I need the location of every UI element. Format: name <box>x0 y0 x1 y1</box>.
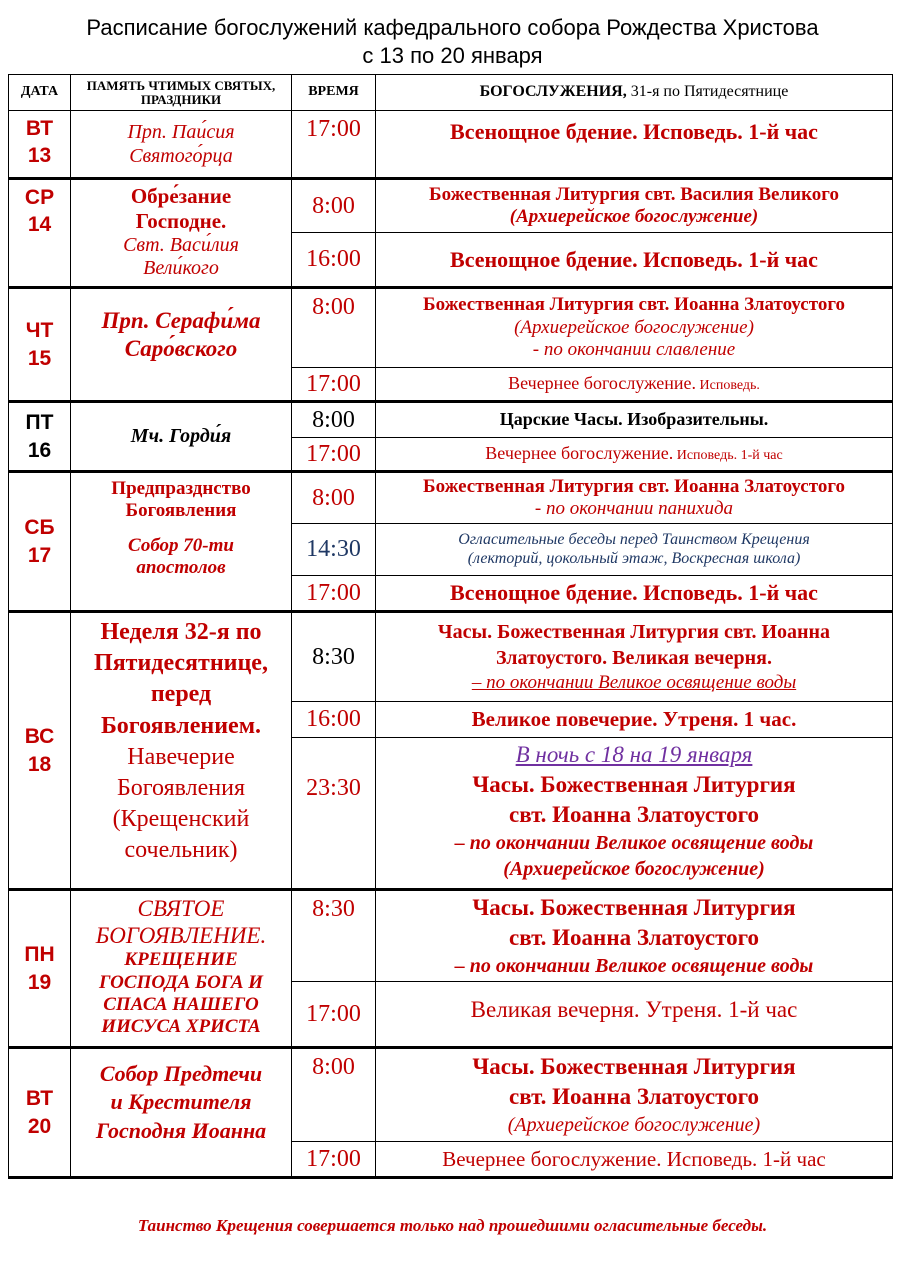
saints-line: Мч. Горди́я <box>130 424 232 447</box>
saints-line: ГОСПОДА БОГА И <box>98 971 264 993</box>
service-cell <box>376 524 893 576</box>
day-number: 17 <box>27 543 52 567</box>
time-cell: 8:30 <box>292 890 376 982</box>
saints-line: апостолов <box>136 556 226 578</box>
header-time: ВРЕМЯ <box>292 75 376 111</box>
table-row <box>9 402 893 438</box>
time-cell: 17:00 <box>292 438 376 472</box>
day-block-13 <box>9 111 893 179</box>
service-line: Часы. Божественная Литургия <box>472 771 796 797</box>
service-line: Огласительные беседы перед Таинством Крещения <box>458 530 810 548</box>
time-cell: 23:30 <box>292 738 376 890</box>
saints-line: Пятидесятнице, <box>94 650 268 677</box>
day-number: 14 <box>27 213 52 237</box>
time-cell: 8:30 <box>292 612 376 702</box>
schedule-table <box>8 74 893 1179</box>
service-line: Царские Часы. Изобразительны. <box>499 409 769 430</box>
saints-line: перед <box>150 681 212 708</box>
service-line: Часы. Божественная Литургия свт. Иоанна <box>437 620 831 643</box>
date-cell <box>9 1048 71 1178</box>
saints-cell <box>71 472 292 612</box>
service-line: Всенощное бдение. Исповедь. 1-й час <box>450 246 818 272</box>
time-cell: 17:00 <box>292 111 376 179</box>
saints-line: сочельник) <box>124 837 238 864</box>
time-cell: 8:00 <box>292 402 376 438</box>
service-line: Вечернее богослужение. <box>508 373 697 394</box>
day-block-16 <box>9 402 893 472</box>
day-number: 18 <box>27 752 52 776</box>
saints-line: (Крещенский <box>112 806 250 833</box>
table-row <box>9 1048 893 1142</box>
header-services-sub: 31-я по Пятидесятнице <box>626 83 789 101</box>
saints-line: ИИСУСА ХРИСТА <box>101 1016 261 1038</box>
saints-cell <box>71 288 292 402</box>
service-line: Часы. Божественная Литургия <box>472 895 796 921</box>
service-line: Вечернее богослужение. Исповедь. 1-й час <box>442 1146 826 1171</box>
service-line: (лекторий, цокольный этаж, Воскресная школа) <box>467 549 801 567</box>
service-cell <box>376 438 893 472</box>
day-of-week: ПН <box>24 943 55 967</box>
saints-line: Обре́зание <box>130 184 232 208</box>
time-cell: 14:30 <box>292 524 376 576</box>
service-line: Божественная Литургия свт. Иоанна Златоустого <box>423 475 845 497</box>
saints-line: Предпразднство <box>111 477 251 499</box>
service-line: Всенощное бдение. Исповедь. 1-й час <box>450 580 818 606</box>
saints-line: Собор Предтечи <box>99 1060 263 1086</box>
day-of-week: ЧТ <box>25 319 54 343</box>
service-line: - по окончании славление <box>532 339 736 361</box>
service-line: Божественная Литургия свт. Иоанна Златоустого <box>423 294 845 316</box>
date-cell <box>9 472 71 612</box>
saints-line: Богоявления <box>125 500 237 522</box>
service-note: Исповедь. 1-й час <box>673 448 783 464</box>
day-of-week: ПТ <box>25 411 54 435</box>
service-line: Вечернее богослужение. <box>485 443 674 464</box>
date-cell <box>9 402 71 472</box>
service-line: свт. Иоанна Златоустого <box>509 925 759 950</box>
saints-line: СВЯТОЕ <box>137 896 225 921</box>
service-cell <box>376 890 893 982</box>
service-cell <box>376 1048 893 1142</box>
time-cell: 17:00 <box>292 982 376 1048</box>
day-block-14 <box>9 179 893 288</box>
table-row <box>9 179 893 233</box>
service-line: – по окончании Великое освящение воды <box>454 831 814 854</box>
service-line: Великое повечерие. Утреня. 1 час. <box>471 707 797 732</box>
date-cell <box>9 612 71 890</box>
saints-line: и Крестителя <box>110 1089 252 1115</box>
header-date: ДАТА <box>9 75 71 111</box>
time-cell: 8:00 <box>292 1048 376 1142</box>
service-line: (Архиерейское богослужение) <box>514 316 754 338</box>
title-line-1: Расписание богослужений кафедрального собора Рождества Христова <box>86 15 819 40</box>
header-services-label: БОГОСЛУЖЕНИЯ, <box>479 83 627 101</box>
service-cell <box>376 1142 893 1178</box>
date-cell <box>9 179 71 288</box>
saints-line: Вели́кого <box>143 257 219 280</box>
day-number: 15 <box>27 346 52 370</box>
service-line: (Архиерейское богослужение) <box>507 1113 761 1136</box>
service-cell <box>376 233 893 288</box>
service-line: Златоустого. Великая вечерня. <box>495 646 772 669</box>
saints-cell <box>71 612 292 890</box>
service-line: Великая вечерня. Утреня. 1-й час <box>470 997 798 1023</box>
saints-cell <box>71 179 292 288</box>
title-line-2: с 13 по 20 января <box>362 43 543 68</box>
day-block-20 <box>9 1048 893 1178</box>
service-line: В ночь с 18 на 19 января <box>515 742 753 767</box>
service-cell <box>376 472 893 524</box>
time-cell: 16:00 <box>292 233 376 288</box>
service-line: Всенощное бдение. Исповедь. 1-й час <box>450 119 818 144</box>
day-of-week: СБ <box>24 516 55 540</box>
saints-line: Прп. Серафи́ма <box>101 308 261 334</box>
day-of-week: ВС <box>24 725 55 749</box>
saints-line: Богоявлением. <box>100 712 262 739</box>
header-saints: ПАМЯТЬ ЧТИМЫХ СВЯТЫХ, ПРАЗДНИКИ <box>71 75 292 111</box>
service-note: Исповедь. <box>696 378 760 394</box>
day-number: 19 <box>27 970 52 994</box>
day-block-19 <box>9 890 893 1048</box>
date-cell <box>9 890 71 1048</box>
saints-line: Собор 70-ти <box>128 534 234 556</box>
service-line: (Архиерейское богослужение) <box>509 206 759 227</box>
day-number: 20 <box>27 1114 52 1138</box>
saints-cell <box>71 111 292 179</box>
time-cell: 17:00 <box>292 368 376 402</box>
saints-line: Свт. Васи́лия <box>123 233 239 256</box>
day-block-17 <box>9 472 893 612</box>
date-cell <box>9 288 71 402</box>
service-cell <box>376 111 893 179</box>
saints-line: Навечерие <box>127 743 235 770</box>
service-cell <box>376 288 893 368</box>
service-line: - по окончании панихида <box>534 498 734 519</box>
header-services <box>376 75 893 111</box>
saints-line: Саро́вского <box>124 335 238 361</box>
day-number: 13 <box>27 144 52 168</box>
day-of-week: ВТ <box>25 1087 54 1111</box>
service-line: – по окончании Великое освящение воды <box>454 954 814 977</box>
table-row <box>9 472 893 524</box>
saints-line: Святого́рца <box>129 144 233 167</box>
header-row <box>9 75 893 111</box>
date-cell <box>9 111 71 179</box>
saints-cell <box>71 402 292 472</box>
saints-line: Прп. Паи́сия <box>127 121 235 143</box>
time-cell: 8:00 <box>292 472 376 524</box>
day-number: 16 <box>27 438 52 462</box>
saints-line: КРЕЩЕНИЕ <box>124 949 238 971</box>
page-title <box>0 14 905 70</box>
saints-line: СПАСА НАШЕГО <box>103 994 259 1016</box>
saints-cell <box>71 1048 292 1178</box>
table-row <box>9 612 893 702</box>
service-cell <box>376 612 893 702</box>
service-cell <box>376 576 893 612</box>
service-line: свт. Иоанна Златоустого <box>509 1084 759 1109</box>
service-cell <box>376 982 893 1048</box>
time-cell: 17:00 <box>292 1142 376 1178</box>
time-cell: 16:00 <box>292 702 376 738</box>
service-line: свт. Иоанна Златоустого <box>509 801 759 827</box>
service-cell <box>376 402 893 438</box>
service-cell <box>376 738 893 890</box>
saints-line: Господня Иоанна <box>95 1117 267 1143</box>
table-row <box>9 890 893 982</box>
saints-line: БОГОЯВЛЕНИЕ. <box>95 923 267 949</box>
time-cell: 8:00 <box>292 179 376 233</box>
service-cell <box>376 702 893 738</box>
time-cell: 8:00 <box>292 288 376 368</box>
day-block-18 <box>9 612 893 890</box>
saints-cell <box>71 890 292 1048</box>
service-cell <box>376 368 893 402</box>
saints-line: Неделя 32-я по <box>100 619 262 645</box>
saints-line: Господне. <box>135 208 227 233</box>
day-of-week: СР <box>24 186 55 209</box>
day-of-week: ВТ <box>25 117 54 140</box>
table-row <box>9 111 893 179</box>
saints-line: Богоявления <box>117 774 245 801</box>
service-line: (Архиерейское богослужение) <box>503 857 765 880</box>
footer-note: Таинство Крещения совершается только над прошедшими огласительные беседы. <box>137 1216 768 1235</box>
day-block-15 <box>9 288 893 402</box>
service-line: Божественная Литургия свт. Василия Великого <box>429 183 839 205</box>
table-row <box>9 288 893 368</box>
service-cell <box>376 179 893 233</box>
time-cell: 17:00 <box>292 576 376 612</box>
service-line: Часы. Божественная Литургия <box>472 1054 796 1080</box>
service-line: – по окончании Великое освящение воды <box>471 671 797 693</box>
